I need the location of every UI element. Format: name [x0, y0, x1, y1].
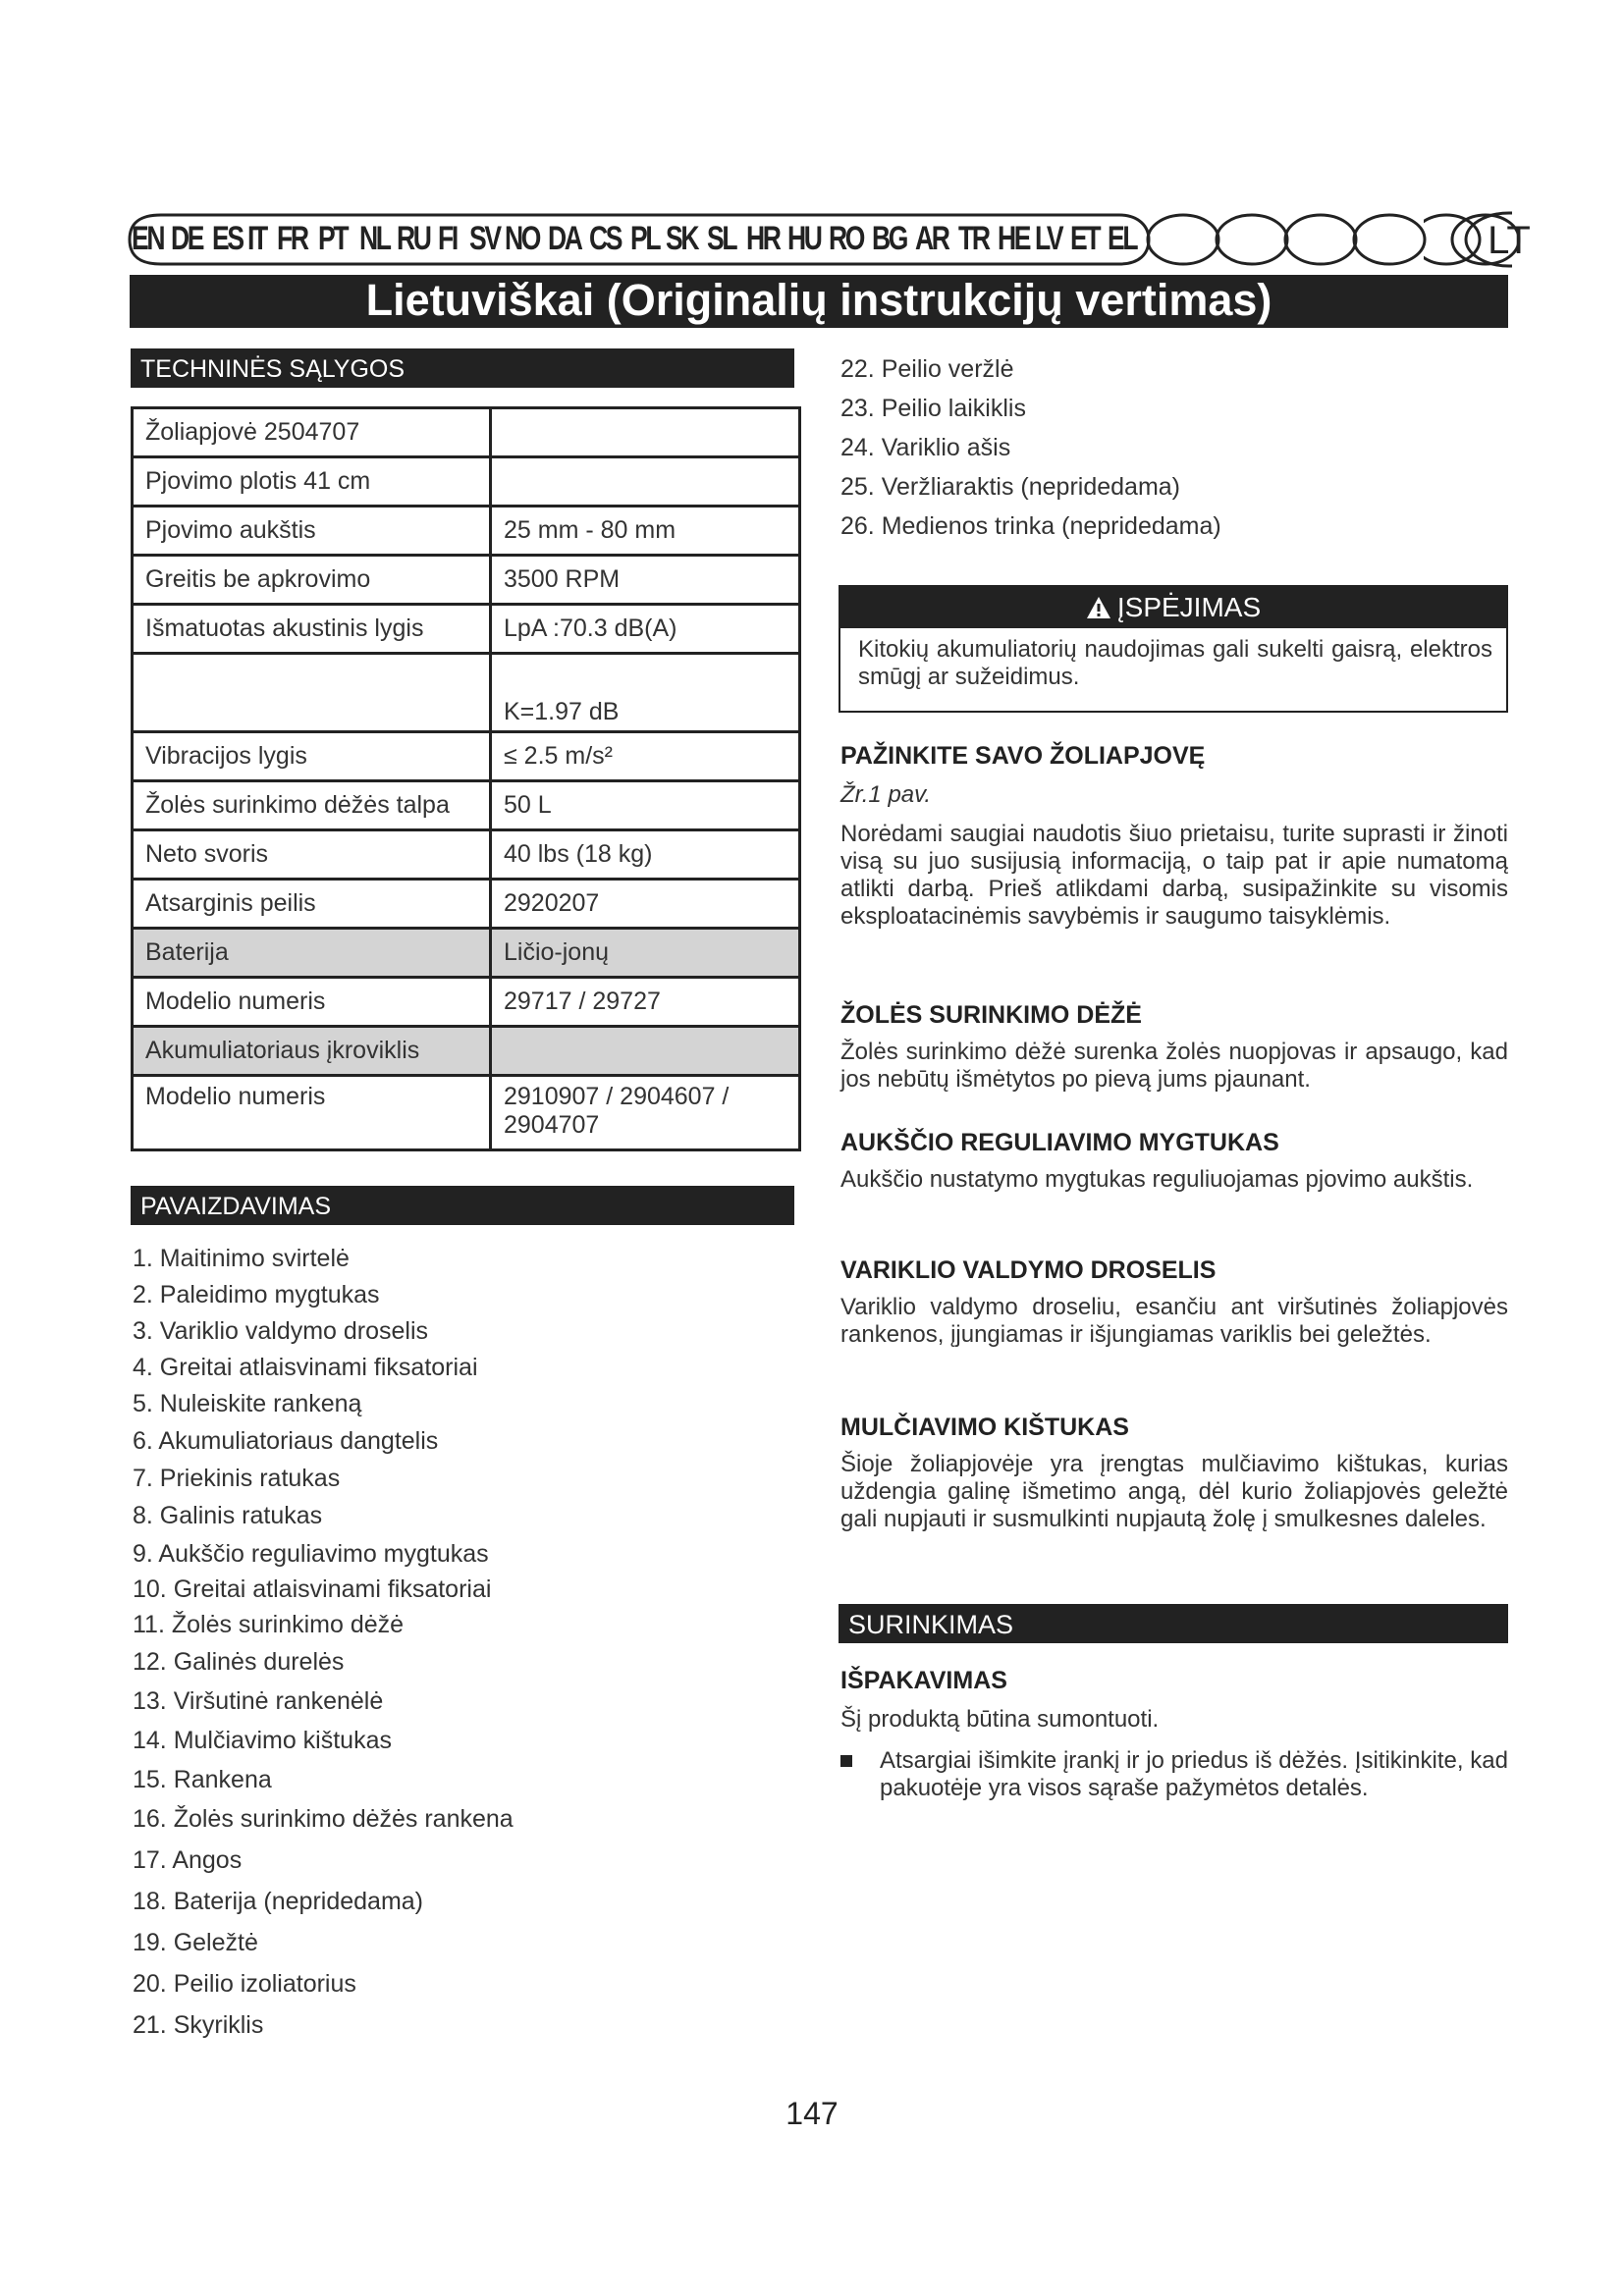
- list-item: 7. Priekinis ratukas: [133, 1465, 341, 1492]
- spec-label: Akumuliatoriaus įkroviklis: [133, 1027, 491, 1076]
- spec-row: [133, 978, 800, 1027]
- list-item: 25. Veržliaraktis (nepridedama): [840, 473, 1180, 501]
- language-tab-tr[interactable]: TR: [958, 220, 989, 257]
- unpack-text: Šį produktą būtina sumontuoti.: [840, 1706, 1160, 1733]
- list-item: 14. Mulčiavimo kištukas: [133, 1727, 392, 1754]
- spec-label: Greitis be apkrovimo: [133, 556, 491, 605]
- spec-label: Modelio numeris: [133, 1076, 491, 1150]
- spec-row: [133, 408, 800, 457]
- language-tab-hr[interactable]: HR: [746, 220, 780, 257]
- list-item: 4. Greitai atlaisvinami fiksatoriai: [133, 1354, 478, 1381]
- list-item: 10. Greitai atlaisvinami fiksatoriai: [133, 1575, 492, 1603]
- throttle-heading: VARIKLIO VALDYMO DROSELIS: [840, 1256, 1217, 1284]
- spec-value: 29717 / 29727: [491, 978, 800, 1027]
- language-tab-pt[interactable]: PT: [318, 220, 348, 257]
- list-item: 15. Rankena: [133, 1766, 272, 1793]
- language-tab-sv[interactable]: SV: [469, 220, 500, 257]
- language-tab-ru[interactable]: RU: [397, 220, 430, 257]
- know-figure-ref: Žr.1 pav.: [840, 781, 932, 808]
- spec-value: K=1.97 dB: [491, 654, 800, 732]
- language-tab-it[interactable]: IT: [247, 220, 266, 257]
- list-item: 20. Peilio izoliatorius: [133, 1970, 356, 1998]
- throttle-text: Variklio valdymo droseliu, esančiu ant viršutinės žoliapjovės rankenos, įjungiamas ir išjungiamas variklis bei geležtės.: [840, 1294, 1508, 1348]
- list-item: 13. Viršutinė rankenėlė: [133, 1687, 384, 1715]
- list-item: 5. Nuleiskite rankeną: [133, 1390, 362, 1417]
- list-item: 1. Maitinimo svirtelė: [133, 1245, 350, 1272]
- spec-row: [133, 781, 800, 830]
- language-tab-outline-end: [1424, 211, 1620, 268]
- depiction-heading: PAVAIZDAVIMAS: [131, 1186, 794, 1225]
- spec-value: 2910907 / 2904607 / 2904707: [491, 1076, 800, 1150]
- assembly-heading: SURINKIMAS: [839, 1604, 1508, 1643]
- warning-triangle-icon: [1086, 596, 1111, 619]
- language-tab-de[interactable]: DE: [171, 220, 203, 257]
- spec-label: Žoliapjovė 2504707: [133, 408, 491, 457]
- list-item: 26. Medienos trinka (nepridedama): [840, 512, 1221, 540]
- language-tab-et[interactable]: ET: [1070, 220, 1100, 257]
- spec-row: [133, 654, 800, 732]
- warning-heading: [840, 587, 1506, 628]
- spec-value: 50 L: [491, 781, 800, 830]
- spec-row: [133, 507, 800, 556]
- spec-row: [133, 830, 800, 880]
- know-text: Norėdami saugiai naudotis šiuo prietaisu, turite suprasti ir žinoti visą su juo susijusią informaciją, o taip pat ir apie numatomą atlikti darbą. Prieš atlikdami darbą, susipažinkite su visomis eksploatacinėmis savybėmis ir saugumo taisyklėmis.: [840, 821, 1508, 930]
- list-item: 3. Variklio valdymo droselis: [133, 1317, 429, 1345]
- list-item: 2. Paleidimo mygtukas: [133, 1281, 380, 1308]
- list-item: 16. Žolės surinkimo dėžės rankena: [133, 1805, 514, 1833]
- warning-text: Kitokių akumuliatorių naudojimas gali sukelti gaisrą, elektros smūgį ar sužeidimus.: [858, 636, 1492, 690]
- list-item: 8. Galinis ratukas: [133, 1502, 323, 1529]
- spec-label: Pjovimo aukštis: [133, 507, 491, 556]
- language-tab-pl[interactable]: PL: [630, 220, 660, 257]
- language-tab-nl[interactable]: NL: [359, 220, 390, 257]
- height-heading: AUKŠČIO REGULIAVIMO MYGTUKAS: [840, 1129, 1279, 1156]
- tech-specs-table: [131, 406, 801, 1151]
- list-item: 21. Skyriklis: [133, 2011, 264, 2039]
- mulch-heading: MULČIAVIMO KIŠTUKAS: [840, 1414, 1129, 1441]
- spec-label: Vibracijos lygis: [133, 732, 491, 781]
- spec-label: Žolės surinkimo dėžės talpa: [133, 781, 491, 830]
- language-tab-lv[interactable]: LV: [1035, 220, 1062, 257]
- mulch-text: Šioje žoliapjovėje yra įrengtas mulčiavimo kištukas, kurias uždengia galinę išmetimo angą, dėl kurio žoliapjovės geležtė gali nupjauti ir susmulkinti nupjautą žolę į smulkesnes daleles.: [840, 1451, 1508, 1532]
- language-tab-ar[interactable]: AR: [915, 220, 948, 257]
- spec-value: [491, 457, 800, 507]
- unpack-heading: IŠPAKAVIMAS: [840, 1667, 1007, 1694]
- spec-label: Pjovimo plotis 41 cm: [133, 457, 491, 507]
- language-tab-bg[interactable]: BG: [872, 220, 907, 257]
- language-tab-hu[interactable]: HU: [787, 220, 821, 257]
- spec-label: Neto svoris: [133, 830, 491, 880]
- spec-row: [133, 457, 800, 507]
- spec-value: 2920207: [491, 880, 800, 929]
- language-tab-es[interactable]: ES: [212, 220, 243, 257]
- language-tabs: [128, 211, 1512, 268]
- spec-row: [133, 880, 800, 929]
- language-tab-da[interactable]: DA: [548, 220, 581, 257]
- language-tab-en[interactable]: EN: [132, 220, 164, 257]
- tech-specs-heading: TECHNINĖS SĄLYGOS: [131, 348, 794, 388]
- page-number: 147: [785, 2096, 839, 2131]
- spec-value: 25 mm - 80 mm: [491, 507, 800, 556]
- spec-value: ≤ 2.5 m/s²: [491, 732, 800, 781]
- unpack-bullet-text: Atsargiai išimkite įrankį ir jo priedus iš dėžės. Įsitikinkite, kad pakuotėje yra visos sąraše pažymėtos detalės.: [880, 1747, 1508, 1801]
- list-item: 6. Akumuliatoriaus dangtelis: [133, 1427, 439, 1455]
- spec-label: Modelio numeris: [133, 978, 491, 1027]
- language-tab-strip: [128, 211, 1531, 268]
- list-item: 17. Angos: [133, 1846, 243, 1874]
- spec-row: [133, 1076, 800, 1150]
- language-tab-el[interactable]: EL: [1108, 220, 1137, 257]
- spec-label: Atsarginis peilis: [133, 880, 491, 929]
- list-item: 9. Aukščio reguliavimo mygtukas: [133, 1540, 489, 1568]
- list-item: 19. Geležtė: [133, 1929, 258, 1956]
- spec-row: [133, 732, 800, 781]
- language-tab-he[interactable]: HE: [998, 220, 1030, 257]
- active-language-tab[interactable]: LT: [1488, 219, 1531, 262]
- list-item: 12. Galinės durelės: [133, 1648, 345, 1676]
- list-item: 23. Peilio laikiklis: [840, 395, 1026, 422]
- warning-box: [839, 585, 1508, 713]
- spec-value: LpA :70.3 dB(A): [491, 605, 800, 654]
- language-tab-sl[interactable]: SL: [707, 220, 736, 257]
- list-item: 24. Variklio ašis: [840, 434, 1011, 461]
- spec-label: [133, 654, 491, 732]
- language-tab-fi[interactable]: FI: [438, 220, 457, 257]
- list-item: 22. Peilio veržlė: [840, 355, 1014, 383]
- language-tab-sk[interactable]: SK: [666, 220, 698, 257]
- list-item: 11. Žolės surinkimo dėžė: [133, 1611, 405, 1638]
- spec-label: Baterija: [133, 929, 491, 978]
- spec-row: [133, 605, 800, 654]
- language-tab-cs[interactable]: CS: [589, 220, 622, 257]
- spec-label: Išmatuotas akustinis lygis: [133, 605, 491, 654]
- grass-box-heading: ŽOLĖS SURINKIMO DĖŽĖ: [840, 1001, 1142, 1029]
- language-tab-no[interactable]: NO: [505, 220, 540, 257]
- height-text: Aukščio nustatymo mygtukas reguliuojamas pjovimo aukštis.: [840, 1166, 1474, 1193]
- know-heading: PAŽINKITE SAVO ŽOLIAPJOVĘ: [840, 742, 1206, 770]
- grass-box-text: Žolės surinkimo dėžė surenka žolės nuopjovas ir apsaugo, kad jos nebūtų išmėtytos po pievą jums pjaunant.: [840, 1039, 1508, 1093]
- language-tab-fr[interactable]: FR: [277, 220, 307, 257]
- spec-value: 40 lbs (18 kg): [491, 830, 800, 880]
- spec-row: [133, 929, 800, 978]
- spec-value: [491, 408, 800, 457]
- spec-row: [133, 556, 800, 605]
- spec-value: Ličio-jonų: [491, 929, 800, 978]
- language-tab-ro[interactable]: RO: [829, 220, 864, 257]
- spec-value: [491, 1027, 800, 1076]
- page-title: Lietuviškai (Originalių instrukcijų vertimas): [130, 275, 1508, 328]
- warning-heading-text: ĮSPĖJIMAS: [1116, 592, 1262, 622]
- list-item: 18. Baterija (nepridedama): [133, 1888, 423, 1915]
- bullet-square-icon: [840, 1755, 852, 1767]
- spec-row: [133, 1027, 800, 1076]
- spec-value: 3500 RPM: [491, 556, 800, 605]
